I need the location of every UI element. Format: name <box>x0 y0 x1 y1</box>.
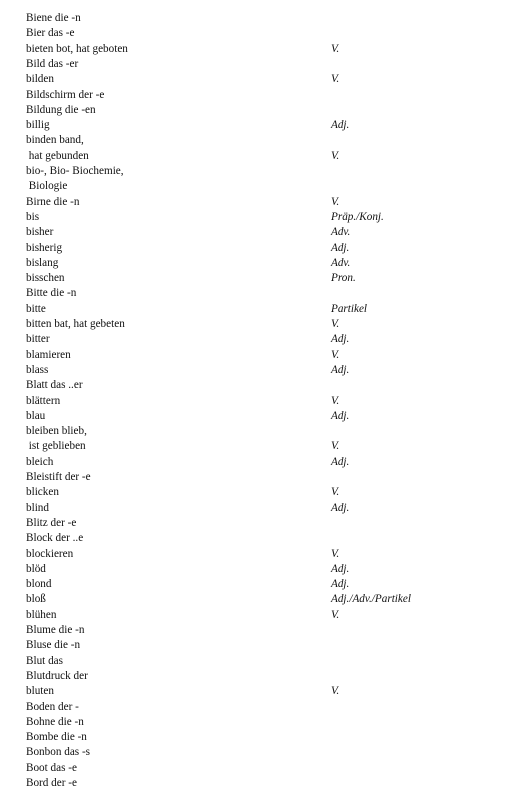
vocab-entry <box>0 210 532 225</box>
entry-term: bitte <box>26 302 46 315</box>
vocab-entry <box>0 470 532 485</box>
entry-part-of-speech: Adj. <box>331 578 350 591</box>
entry-term: Bier das -e <box>26 27 75 40</box>
entry-part-of-speech: V. <box>331 440 340 453</box>
entry-part-of-speech: Adv. <box>331 256 351 269</box>
entry-term: Bord der -e <box>26 777 77 789</box>
entry-term: blicken <box>26 486 59 499</box>
entry-term: blass <box>26 363 49 376</box>
entry-part-of-speech: Adj. <box>331 455 350 468</box>
entry-term: Boden der - <box>26 700 79 713</box>
entry-term: blond <box>26 578 52 591</box>
vocab-entry <box>0 547 532 562</box>
vocab-entry <box>0 164 532 179</box>
entry-part-of-speech: Adj. <box>331 363 350 376</box>
entry-term: blättern <box>26 394 61 407</box>
entry-term: Birne die -n <box>26 195 80 208</box>
entry-part-of-speech: V. <box>331 42 340 55</box>
vocab-entry <box>0 256 532 271</box>
entry-term: binden band, <box>26 134 84 147</box>
entry-term: blamieren <box>26 348 71 361</box>
vocab-entry <box>0 241 532 256</box>
entry-term: hat gebunden <box>26 149 89 162</box>
entry-term: Bluse die -n <box>26 639 81 652</box>
vocab-entry <box>0 225 532 240</box>
entry-part-of-speech: V. <box>331 486 340 499</box>
entry-part-of-speech: V. <box>331 195 340 208</box>
entry-term: Bild das -er <box>26 57 79 70</box>
entry-term: Bildschirm der -e <box>26 88 105 101</box>
vocab-entry <box>0 485 532 500</box>
entry-term: Bohne die -n <box>26 715 84 728</box>
vocab-entry <box>0 761 532 776</box>
vocab-entry <box>0 302 532 317</box>
entry-part-of-speech: V. <box>331 547 340 560</box>
vocab-entry <box>0 26 532 41</box>
vocab-entry <box>0 118 532 133</box>
entry-term: blind <box>26 501 49 514</box>
vocab-entry <box>0 577 532 592</box>
entry-term: ist geblieben <box>26 440 86 453</box>
entry-term: Biologie <box>26 180 68 193</box>
entry-term: blühen <box>26 608 57 621</box>
entry-term: bleich <box>26 455 54 468</box>
vocab-entry <box>0 409 532 424</box>
entry-term: bilden <box>26 73 54 86</box>
entry-part-of-speech: Adj. <box>331 562 350 575</box>
vocab-entry <box>0 669 532 684</box>
entry-part-of-speech: V. <box>331 149 340 162</box>
entry-term: bieten bot, hat geboten <box>26 42 128 55</box>
entry-part-of-speech: Adj. <box>331 409 350 422</box>
entry-part-of-speech: V. <box>331 318 340 330</box>
entry-term: bis <box>26 210 40 223</box>
entry-part-of-speech: V. <box>331 394 340 407</box>
vocab-entry <box>0 72 532 87</box>
vocab-entry <box>0 348 532 363</box>
vocab-entry <box>0 562 532 577</box>
vocab-entry <box>0 501 532 516</box>
entry-term: Bonbon das -s <box>26 746 91 759</box>
vocab-entry <box>0 133 532 148</box>
entry-term: bio-, Bio- Biochemie, <box>26 165 124 177</box>
entry-term: bitter <box>26 333 50 346</box>
entry-part-of-speech: V. <box>331 608 340 621</box>
vocab-entry <box>0 317 532 332</box>
vocab-entry <box>0 654 532 669</box>
vocab-entry <box>0 42 532 57</box>
entry-part-of-speech: Adj. <box>331 501 350 514</box>
vocab-entry <box>0 271 532 286</box>
entry-part-of-speech: Adj. <box>331 119 350 132</box>
entry-part-of-speech: Adj. <box>331 241 350 254</box>
vocab-entry <box>0 394 532 409</box>
entry-term: bluten <box>26 685 54 698</box>
entry-term: billig <box>26 119 50 132</box>
entry-term: Blutdruck der <box>26 669 88 682</box>
vocab-entry <box>0 745 532 760</box>
entry-term: bitten bat, hat gebeten <box>26 318 125 330</box>
vocab-entry <box>0 592 532 607</box>
vocab-entry <box>0 57 532 72</box>
entry-term: Biene die -n <box>26 12 81 24</box>
vocab-entry <box>0 455 532 470</box>
vocab-entry <box>0 516 532 531</box>
vocab-entry <box>0 378 532 393</box>
entry-term: Blut das <box>26 654 63 667</box>
entry-term: Bildung die -en <box>26 103 96 116</box>
vocab-entry <box>0 700 532 715</box>
vocab-entry <box>0 776 532 791</box>
vocab-entry <box>0 715 532 730</box>
entry-term: Blitz der -e <box>26 516 77 529</box>
entry-part-of-speech: Adj. <box>331 333 350 346</box>
entry-part-of-speech: V. <box>331 73 340 86</box>
entry-term: Bitte die -n <box>26 287 77 300</box>
entry-part-of-speech: Adj./Adv./Partikel <box>331 593 411 606</box>
entry-part-of-speech: Partikel <box>331 302 368 315</box>
entry-term: Bleistift der -e <box>26 471 91 483</box>
vocab-entry <box>0 363 532 378</box>
vocab-entry <box>0 286 532 301</box>
entry-term: Bombe die -n <box>26 731 87 744</box>
entry-term: blau <box>26 409 46 422</box>
entry-term: Blatt das ..er <box>26 379 83 392</box>
entry-term: blöd <box>26 562 46 575</box>
vocab-entry <box>0 623 532 638</box>
entry-term: bleiben blieb, <box>26 425 87 438</box>
vocab-entry <box>0 11 532 26</box>
vocab-entry <box>0 684 532 699</box>
vocab-entry <box>0 424 532 439</box>
vocab-entry <box>0 195 532 210</box>
vocab-entry <box>0 88 532 103</box>
entry-term: Block der ..e <box>26 532 84 545</box>
vocab-entry <box>0 179 532 194</box>
entry-term: bisherig <box>26 241 63 254</box>
vocab-entry <box>0 531 532 546</box>
vocab-entry <box>0 730 532 745</box>
vocab-entry <box>0 149 532 164</box>
entry-term: Blume die -n <box>26 624 85 636</box>
entry-term: bisher <box>26 226 54 239</box>
entry-term: bislang <box>26 256 59 269</box>
vocab-entry <box>0 608 532 623</box>
entry-part-of-speech: Adv. <box>331 226 351 239</box>
entry-term: bloß <box>26 593 46 606</box>
vocab-entry <box>0 439 532 454</box>
vocab-entry <box>0 103 532 118</box>
vocab-entry <box>0 638 532 653</box>
entry-term: Boot das -e <box>26 761 77 774</box>
vocab-entry <box>0 332 532 347</box>
entry-part-of-speech: V. <box>331 348 340 361</box>
entry-part-of-speech: Pron. <box>331 272 356 285</box>
entry-part-of-speech: Präp./Konj. <box>331 210 384 223</box>
entry-term: bisschen <box>26 272 65 285</box>
entry-part-of-speech: V. <box>331 685 340 698</box>
entry-term: blockieren <box>26 547 74 560</box>
